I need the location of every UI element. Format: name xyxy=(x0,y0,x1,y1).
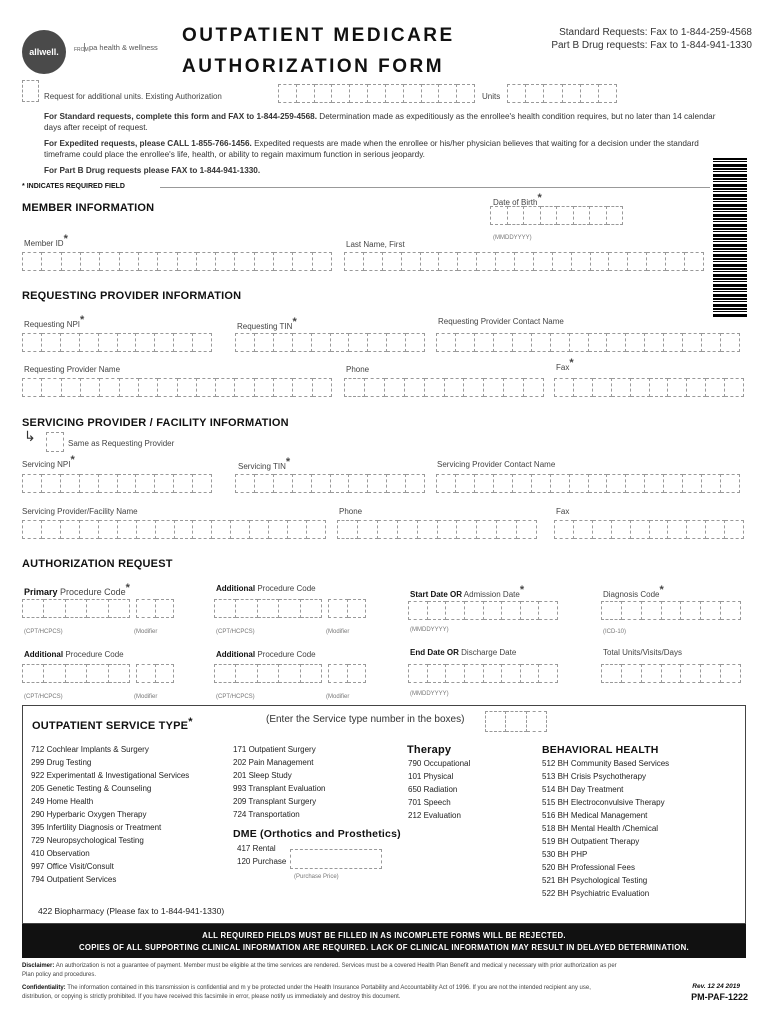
partb-instruction: For Part B Drug requests please FAX to 1-844-941-1330. xyxy=(44,166,261,175)
same-as-requesting-label: Same as Requesting Provider xyxy=(68,439,175,448)
therapy-heading: Therapy xyxy=(407,744,452,756)
service-item: 202 Pain Management xyxy=(233,758,314,767)
partner-logo xyxy=(84,43,158,52)
additional-modifier-hint-2: (Modifier xyxy=(134,694,158,700)
additional-cpt-hint-3: (CPT/HCPCS) xyxy=(216,694,255,700)
existing-authorization-input[interactable] xyxy=(278,84,475,103)
additional-procedure-label-1: Additional Procedure Code xyxy=(216,584,316,593)
service-item: 299 Drug Testing xyxy=(31,758,92,767)
requesting-npi-input[interactable] xyxy=(22,333,212,352)
servicing-contact-label: Servicing Provider Contact Name xyxy=(437,460,556,469)
additional-cpt-hint-2: (CPT/HCPCS) xyxy=(24,694,63,700)
additional-procedure-input-1[interactable] xyxy=(214,599,322,618)
form-title-line2: AUTHORIZATION FORM xyxy=(182,56,445,77)
authorization-heading: AUTHORIZATION REQUEST xyxy=(22,558,173,570)
confidentiality: Confidentiality: The information contained in this transmission is confidential and m y be protected under the Health Insurance Portability and Accountability Act of 1996. If you are not the intended recipient any use, distribution, or copying is strictly prohibited. If you have received this facsimile in error, please notify us immediately and destroy this document. xyxy=(22,985,591,1000)
servicing-npi-label: Servicing NPI* xyxy=(22,454,75,469)
additional-modifier-hint-1: (Modifier xyxy=(326,629,350,635)
standard-rest: Determination made as expeditiously as the enrollee's health condition requires, but no later than 14 calendar days after receipt of request. xyxy=(44,112,716,132)
service-item: 712 Cochlear Implants & Surgery xyxy=(31,745,149,754)
same-as-requesting-checkbox[interactable] xyxy=(46,432,64,452)
therapy-item: 790 Occupational xyxy=(408,759,471,768)
service-item: 922 Experimentatl & Investigational Services xyxy=(31,771,190,780)
service-item: 410 Observation xyxy=(31,849,90,858)
bh-item: 522 BH Psychiatric Evaluation xyxy=(542,889,650,898)
bh-heading: BEHAVIORAL HEALTH xyxy=(542,744,659,756)
last-first-input[interactable] xyxy=(344,252,704,271)
servicing-name-input[interactable] xyxy=(22,520,326,539)
service-item: 993 Transplant Evaluation xyxy=(233,784,326,793)
requesting-contact-input[interactable] xyxy=(436,333,740,352)
required-note: * INDICATES REQUIRED FIELD xyxy=(22,183,125,190)
bh-item: 513 BH Crisis Psychotherapy xyxy=(542,772,647,781)
service-item: 201 Sleep Study xyxy=(233,771,292,780)
therapy-list xyxy=(408,757,470,822)
additional-cpt-hint-1: (CPT/HCPCS) xyxy=(216,629,255,635)
end-date-format: (MMDDYYYY) xyxy=(410,691,449,697)
warning-line1: ALL REQUIRED FIELDS MUST BE FILLED IN AS INCOMPLETE FORMS WILL BE REJECTED. xyxy=(202,931,566,940)
bh-item: 514 BH Day Treatment xyxy=(542,785,624,794)
start-date-label: Start Date OR Admission Date* xyxy=(410,584,525,599)
additional-modifier-input-1[interactable] xyxy=(328,599,366,618)
bh-item: 519 BH Outpatient Therapy xyxy=(542,837,640,846)
barcode xyxy=(713,158,747,318)
service-item: 729 Neuropsychological Testing xyxy=(31,836,144,845)
service-item: 794 Outpatient Services xyxy=(31,875,117,884)
primary-procedure-input[interactable] xyxy=(22,599,130,618)
diagnosis-code-label: Diagnosis Code* xyxy=(603,584,664,599)
additional-modifier-input-2[interactable] xyxy=(136,664,174,683)
start-date-format: (MMDDYYYY) xyxy=(410,627,449,633)
requesting-phone-label: Phone xyxy=(346,365,370,374)
additional-procedure-label-2: Additional Procedure Code xyxy=(24,650,124,659)
requesting-contact-label: Requesting Provider Contact Name xyxy=(438,317,564,326)
form-title-line1: OUTPATIENT MEDICARE xyxy=(182,25,455,46)
servicing-phone-label: Phone xyxy=(339,507,363,516)
requesting-fax-input[interactable] xyxy=(554,378,744,397)
servicing-fax-label: Fax xyxy=(556,507,570,516)
servicing-heading: SERVICING PROVIDER / FACILITY INFORMATION xyxy=(22,417,289,429)
requesting-npi-label: Requesting NPI* xyxy=(24,314,85,329)
purchase-price-hint: (Purchase Price) xyxy=(294,874,339,880)
requesting-name-label: Requesting Provider Name xyxy=(24,365,121,374)
start-date-input[interactable] xyxy=(408,601,558,620)
standard-requests-fax: Standard Requests: Fax to 1-844-259-4568 xyxy=(559,27,752,38)
requesting-phone-input[interactable] xyxy=(344,378,544,397)
service-item: 171 Outpatient Surgery xyxy=(233,745,316,754)
primary-modifier-hint: (Modifier xyxy=(134,629,158,635)
bh-item: 521 BH Psychological Testing xyxy=(542,876,648,885)
primary-modifier-input[interactable] xyxy=(136,599,174,618)
warning-banner xyxy=(22,924,746,958)
warning-line2: COPIES OF ALL SUPPORTING CLINICAL INFORMATION ARE REQUIRED. LACK OF CLINICAL INFORMATION MAY RESULT IN DELAYED DETERMINATION. xyxy=(78,943,689,952)
dme-heading: DME (Orthotics and Prosthetics) xyxy=(233,828,401,840)
expedited-lead: For Expedited requests, please CALL 1-855-766-1456. xyxy=(44,139,252,148)
expedited-rest: Expedited requests are made when the enrollee or his/her physician believes that waiting for a decision under the standard timeframe could place the enrollee's life, health, or ability to regain maximum function in serious jeopardy. xyxy=(44,139,699,159)
bh-item: 520 BH Professional Fees xyxy=(542,863,635,872)
additional-procedure-input-3[interactable] xyxy=(214,664,322,683)
service-item: 205 Genetic Testing & Counseling xyxy=(31,784,152,793)
last-first-label: Last Name, First xyxy=(346,240,405,249)
service-col1 xyxy=(31,743,189,886)
dob-input[interactable] xyxy=(490,206,623,225)
dob-label: Date of Birth* xyxy=(493,192,542,207)
diagnosis-code-input[interactable] xyxy=(601,601,741,620)
service-item: 290 Hyperbaric Oxygen Therapy xyxy=(31,810,147,819)
service-item: 209 Transplant Surgery xyxy=(233,797,317,806)
dme-item: 120 Purchase xyxy=(237,857,287,866)
total-units-input[interactable] xyxy=(601,664,741,683)
additional-modifier-hint-3: (Modifier xyxy=(326,694,350,700)
additional-units-checkbox[interactable] xyxy=(22,80,39,102)
member-id-input[interactable] xyxy=(22,252,332,271)
therapy-item: 101 Physical xyxy=(408,772,454,781)
additional-modifier-input-3[interactable] xyxy=(328,664,366,683)
requesting-tin-label: Requesting TIN* xyxy=(237,316,297,331)
requesting-fax-label: Fax* xyxy=(556,357,574,372)
purchase-price-input[interactable] xyxy=(290,849,382,869)
therapy-item: 212 Evaluation xyxy=(408,811,461,820)
units-label: Units xyxy=(482,92,501,101)
units-input[interactable] xyxy=(507,84,617,103)
service-item: 395 Infertility Diagnosis or Treatment xyxy=(31,823,162,832)
therapy-item: 650 Radiation xyxy=(408,785,458,794)
dob-format: (MMDDYYYY) xyxy=(493,235,532,241)
disclaimer: Disclaimer: An authorization is not a guarantee of payment. Member must be eligible at the time services are rendered. Services must be a covered Health Plan Benefit and medical y necessary with prior authorization as per Plan policy and procedures. xyxy=(22,963,617,978)
servicing-tin-label: Servicing TIN* xyxy=(238,456,291,471)
from-text: FROM xyxy=(74,47,89,53)
icd-hint: (ICD-10) xyxy=(603,629,627,635)
dme-list xyxy=(237,842,286,868)
servicing-name-label: Servicing Provider/Facility Name xyxy=(22,507,138,516)
standard-lead: For Standard requests, complete this form and FAX to 1-844-259-4568. xyxy=(44,112,317,121)
servicing-npi-input[interactable] xyxy=(22,474,212,493)
service-item: 724 Transportation xyxy=(233,810,300,819)
biopharmacy-item: 422 Biopharmacy (Please fax to 1-844-941-1330) xyxy=(38,906,225,916)
servicing-fax-input[interactable] xyxy=(554,520,744,539)
member-id-label: Member ID* xyxy=(24,233,68,248)
requesting-tin-input[interactable] xyxy=(235,333,425,352)
servicing-phone-input[interactable] xyxy=(337,520,537,539)
bh-item: 530 BH PHP xyxy=(542,850,588,859)
required-divider xyxy=(160,187,710,188)
service-col2 xyxy=(233,743,326,821)
service-item: 997 Office Visit/Consult xyxy=(31,862,114,871)
additional-procedure-input-2[interactable] xyxy=(22,664,130,683)
total-units-label: Total Units/Visits/Days xyxy=(603,648,682,657)
bh-list xyxy=(542,757,669,900)
end-date-input[interactable] xyxy=(408,664,558,683)
bh-item: 516 BH Medical Management xyxy=(542,811,648,820)
end-date-label: End Date OR Discharge Date xyxy=(410,648,517,657)
servicing-tin-input[interactable] xyxy=(235,474,425,493)
form-code: PM-PAF-1222 xyxy=(691,992,748,1002)
additional-procedure-label-3: Additional Procedure Code xyxy=(216,650,316,659)
bh-item: 512 BH Community Based Services xyxy=(542,759,670,768)
revision-date: Rev. 12 24 2019 xyxy=(692,983,740,990)
primary-procedure-label: Primary Procedure Code* xyxy=(24,582,130,597)
bh-item: 515 BH Electroconvulsive Therapy xyxy=(542,798,665,807)
instructions xyxy=(44,111,720,176)
arrow-icon: ↳ xyxy=(24,428,36,444)
therapy-item: 701 Speech xyxy=(408,798,451,807)
member-heading: MEMBER INFORMATION xyxy=(22,202,155,214)
partb-requests-fax: Part B Drug requests: Fax to 1-844-941-1330 xyxy=(551,40,752,51)
service-type-heading: OUTPATIENT SERVICE TYPE* xyxy=(32,716,193,732)
dme-item: 417 Rental xyxy=(237,844,276,853)
primary-cpt-hint: (CPT/HCPCS) xyxy=(24,629,63,635)
servicing-contact-input[interactable] xyxy=(436,474,740,493)
allwell-logo: allwell. xyxy=(22,30,66,74)
service-item: 249 Home Health xyxy=(31,797,94,806)
partner-name: pa health & wellness xyxy=(89,43,158,52)
requesting-name-input[interactable] xyxy=(22,378,332,397)
bh-item: 518 BH Mental Health /Chemical xyxy=(542,824,659,833)
additional-units-label: Request for additional units. Existing Authorization xyxy=(44,92,222,101)
service-type-input[interactable] xyxy=(485,711,547,732)
service-type-note: (Enter the Service type number in the boxes) xyxy=(266,714,465,725)
requesting-heading: REQUESTING PROVIDER INFORMATION xyxy=(22,290,242,302)
